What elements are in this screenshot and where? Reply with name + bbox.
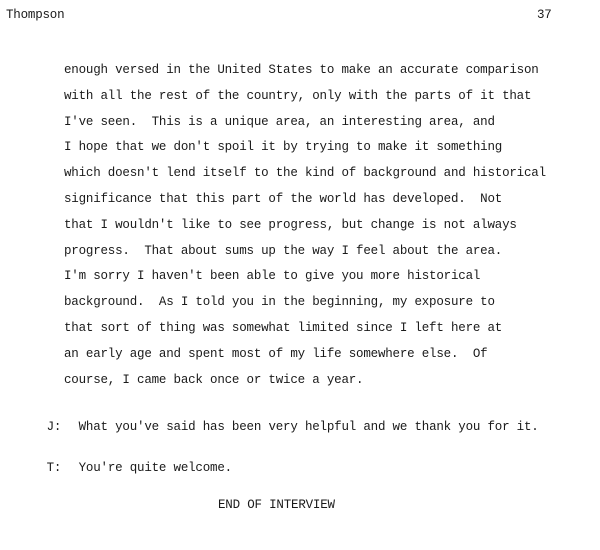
- speaker-label: T:: [46, 461, 62, 475]
- paragraph-line: progress. That about sums up the way I feel about the area.: [64, 243, 503, 258]
- paragraph-line: I'm sorry I haven't been able to give you more historical: [64, 269, 481, 284]
- paragraph-line: course, I came back once or twice a year.: [64, 372, 364, 387]
- dialogue-text: You're quite welcome.: [78, 461, 232, 475]
- transcript-paragraph: [64, 58, 584, 393]
- dialogue-text: What you've said has been very helpful and we thank you for it.: [78, 420, 539, 434]
- speaker-label: J:: [46, 420, 62, 434]
- dialogue-turn-interviewee: [32, 447, 232, 475]
- paragraph-line: that sort of thing was somewhat limited since I left here at: [64, 320, 503, 335]
- paragraph-line: I've seen. This is a unique area, an interesting area, and: [64, 114, 495, 129]
- paragraph-line: which doesn't lend itself to the kind of background and historical: [64, 166, 546, 181]
- paragraph-line: that I wouldn't like to see progress, but change is not always: [64, 217, 517, 232]
- dialogue-turn-interviewer: [32, 406, 539, 434]
- paragraph-line: background. As I told you in the beginning, my exposure to: [64, 295, 495, 310]
- end-of-interview-marker: END OF INTERVIEW: [218, 498, 335, 512]
- paragraph-line: an early age and spent most of my life somewhere else. Of: [64, 346, 488, 361]
- paragraph-line: enough versed in the United States to make an accurate comparison: [64, 63, 539, 77]
- header-interviewee-name: Thompson: [6, 8, 65, 22]
- page-number: 37: [537, 8, 552, 22]
- paragraph-line: with all the rest of the country, only with the parts of it that: [64, 88, 532, 103]
- paragraph-line: significance that this part of the world has developed. Not: [64, 191, 503, 206]
- paragraph-line: I hope that we don't spoil it by trying to make it something: [64, 140, 503, 155]
